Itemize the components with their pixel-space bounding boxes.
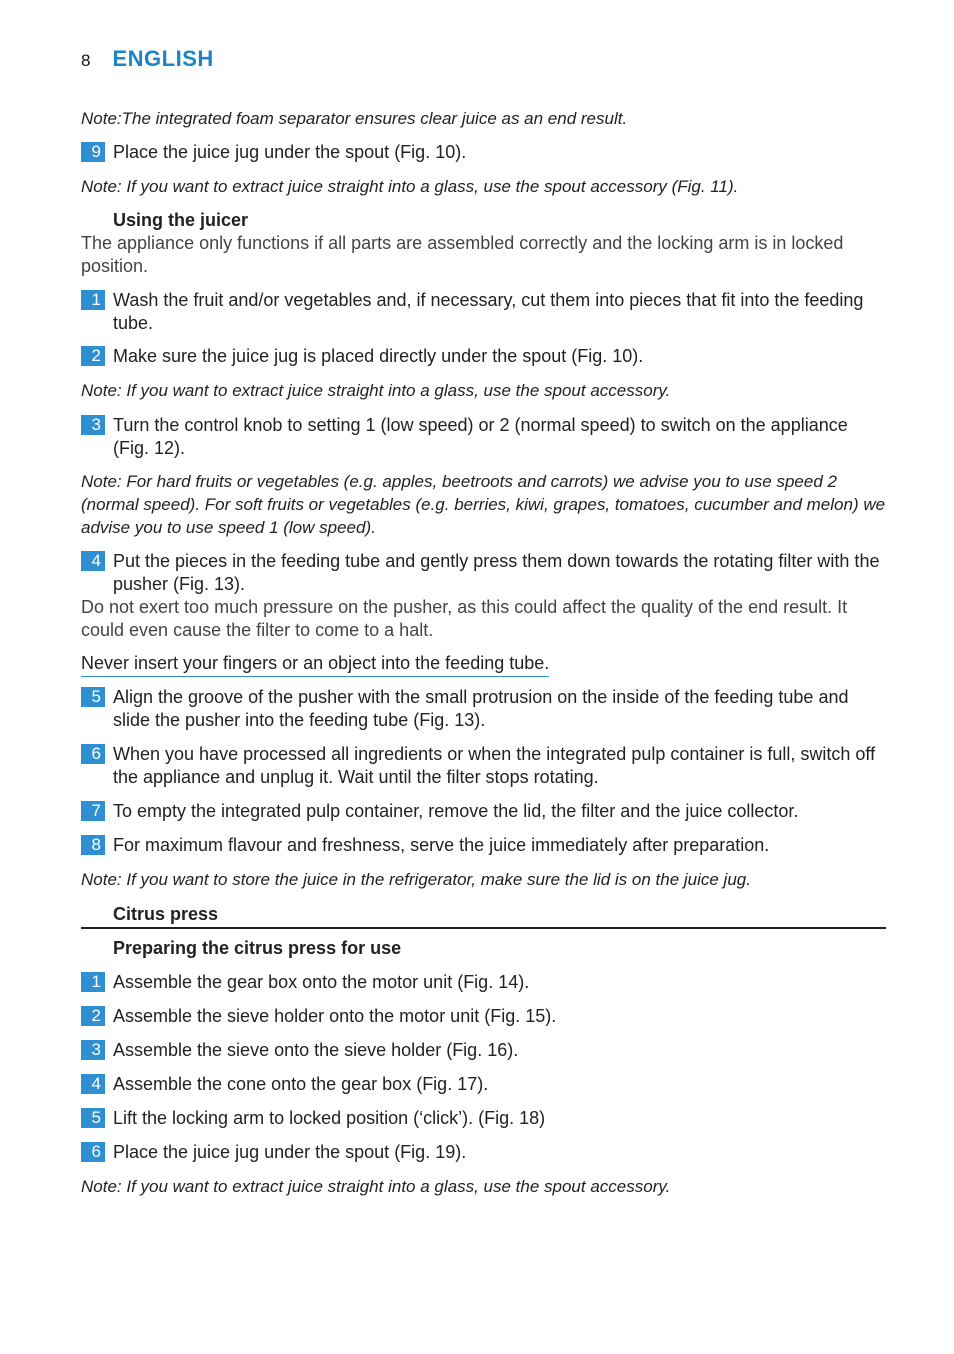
note-glass-spout: Note: If you want to extract juice straight into a glass, use the spout accessory (Fig. 11).: [81, 177, 739, 196]
citrus-step-3: [81, 1039, 886, 1062]
section-divider: [81, 927, 886, 929]
step-text: Assemble the gear box onto the motor unit (Fig. 14).: [113, 972, 530, 992]
step-text: Assemble the cone onto the gear box (Fig. 17).: [113, 1074, 489, 1094]
step-number-badge: 3: [81, 415, 105, 435]
using-step-7: [81, 800, 886, 823]
section-heading-preparing-citrus: Preparing the citrus press for use: [113, 938, 402, 958]
step-text: Wash the fruit and/or vegetables and, if necessary, cut them into pieces that fit into the feeding tube.: [113, 290, 864, 333]
using-step-6: [81, 743, 886, 789]
note-foam-separator: Note:The integrated foam separator ensures clear juice as an end result.: [81, 109, 628, 128]
language-heading: ENGLISH: [112, 46, 214, 71]
step-number-badge: 1: [81, 972, 105, 992]
step-text: Assemble the sieve holder onto the motor unit (Fig. 15).: [113, 1006, 557, 1026]
step-number-badge: 7: [81, 801, 105, 821]
step-number-badge: 4: [81, 1074, 105, 1094]
step-text: Place the juice jug under the spout (Fig. 19).: [113, 1142, 467, 1162]
step-text: Make sure the juice jug is placed directly under the spout (Fig. 10).: [113, 346, 644, 366]
note-glass-spout-2: Note: If you want to extract juice straight into a glass, use the spout accessory.: [81, 381, 671, 400]
using-step-4: [81, 550, 886, 596]
step-number-badge: 5: [81, 687, 105, 707]
using-step-2: [81, 345, 886, 368]
step-text: Align the groove of the pusher with the small protrusion on the inside of the feeding tube and slide the pusher into the feeding tube (Fig. 13).: [113, 687, 849, 730]
citrus-step-5: [81, 1107, 886, 1130]
note-glass-spout-3: Note: If you want to extract juice straight into a glass, use the spout accessory.: [81, 1177, 671, 1196]
using-step-3: [81, 414, 886, 460]
step-number-badge: 6: [81, 1142, 105, 1162]
section-heading-using-juicer: Using the juicer: [113, 210, 249, 230]
step-9: [81, 141, 886, 164]
step-text: Put the pieces in the feeding tube and gently press them down towards the rotating filter with the pusher (Fig. 13).: [113, 551, 880, 594]
step-number-badge: 1: [81, 290, 105, 310]
citrus-step-6: [81, 1141, 886, 1164]
using-step-1: [81, 289, 886, 335]
citrus-step-2: [81, 1005, 886, 1028]
step-text: To empty the integrated pulp container, remove the lid, the filter and the juice collector.: [113, 801, 799, 821]
step-text: Turn the control knob to setting 1 (low speed) or 2 (normal speed) to switch on the appliance (Fig. 12).: [113, 415, 848, 458]
step-number-badge: 4: [81, 551, 105, 571]
section-heading-citrus-press: Citrus press: [113, 904, 219, 924]
warning-line: [81, 652, 886, 677]
page-header: [81, 46, 214, 76]
using-step-8: [81, 834, 886, 857]
step-text: When you have processed all ingredients or when the integrated pulp container is full, switch off the appliance and unplug it. Wait until the filter stops rotating.: [113, 744, 876, 787]
step-text: Assemble the sieve onto the sieve holder (Fig. 16).: [113, 1040, 519, 1060]
page-number: 8: [81, 51, 91, 70]
note-refrigerator: Note: If you want to store the juice in the refrigerator, make sure the lid is on the juice jug.: [81, 870, 751, 889]
using-step-5: [81, 686, 886, 732]
note-speed-advice: Note: For hard fruits or vegetables (e.g. apples, beetroots and carrots) we advise you to use speed 2 (normal speed). For soft fruits or vegetables (e.g. berries, kiwi, grapes, tomatoes, cucumber and melon) we advise you to use speed 1 (low speed).: [81, 472, 886, 537]
pressure-caution-text: Do not exert too much pressure on the pusher, as this could affect the quality of the end result. It could even cause the filter to come to a halt.: [81, 597, 848, 640]
step-number-badge: 5: [81, 1108, 105, 1128]
warning-text: Never insert your fingers or an object into the feeding tube.: [81, 652, 549, 677]
using-intro-text: The appliance only functions if all parts are assembled correctly and the locking arm is in locked position.: [81, 233, 844, 276]
step-number-badge: 9: [81, 142, 105, 162]
step-number-badge: 8: [81, 835, 105, 855]
step-text: Place the juice jug under the spout (Fig. 10).: [113, 142, 467, 162]
citrus-step-4: [81, 1073, 886, 1096]
step-number-badge: 3: [81, 1040, 105, 1060]
citrus-step-1: [81, 971, 886, 994]
step-number-badge: 2: [81, 346, 105, 366]
step-text: Lift the locking arm to locked position (‘click’). (Fig. 18): [113, 1108, 546, 1128]
step-number-badge: 6: [81, 744, 105, 764]
step-text: For maximum flavour and freshness, serve the juice immediately after preparation.: [113, 835, 770, 855]
step-number-badge: 2: [81, 1006, 105, 1026]
